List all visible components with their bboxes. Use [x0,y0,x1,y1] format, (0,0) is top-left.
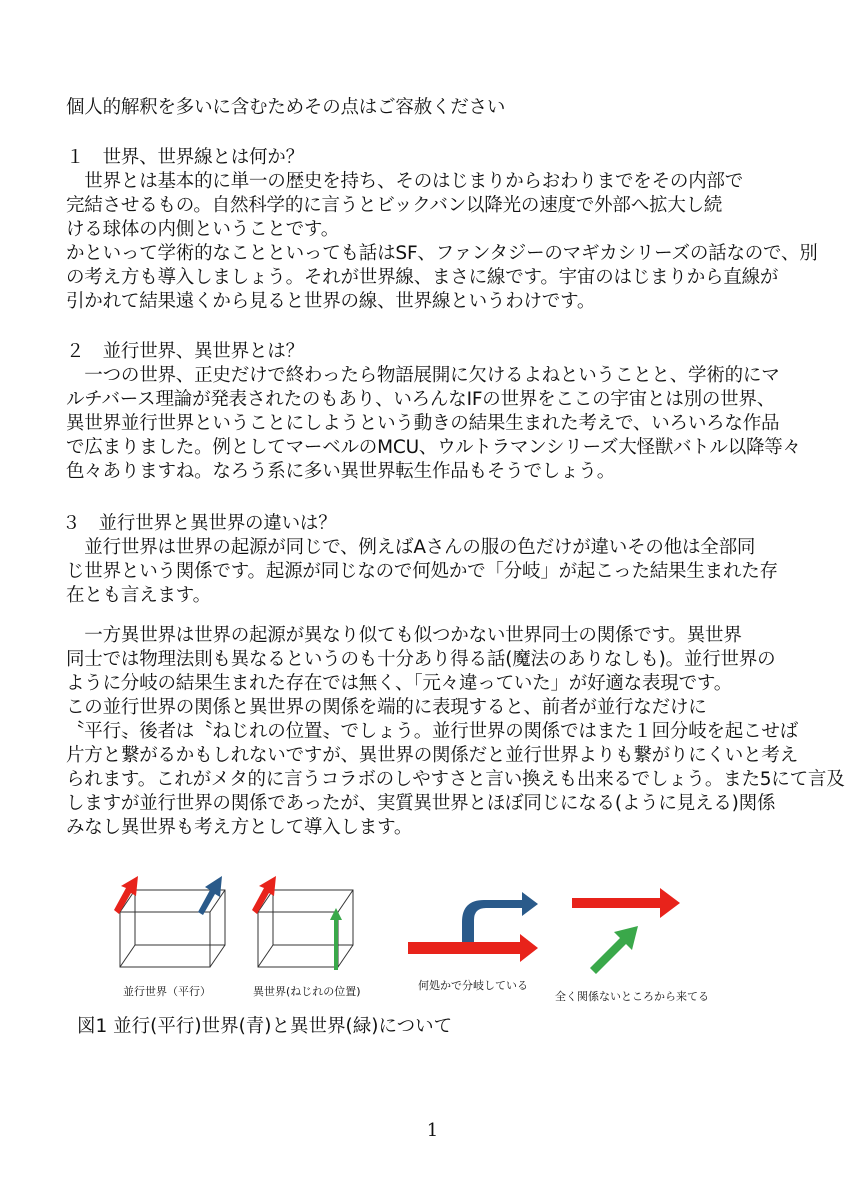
green-unrelated-arrow [590,926,638,974]
section-2-line: ルチバース理論が発表されたのもあり、いろんなIFの世界をここの宇宙とは別の世界、 [66,389,776,410]
skew-cube [258,890,353,967]
label-parallel-world: 並行世界（平行） [123,985,211,998]
section-2-line: 一つの世界、正史だけで終わったら物語展開に欠けるよねということと、学術的にマ [66,365,780,386]
section-1-line: の考え方も導入しましょう。それが世界線、まさに線です。宇宙のはじまりから直線が [66,267,779,288]
section-3-paragraph-line: しますが並行世界の関係であったが、実質異世界とほぼ同じになる(ように見える)関係 [66,793,776,814]
section-3-line: じ世界という関係です。起源が同じなので何処かで「分岐」が起こった結果生まれた存 [66,561,778,582]
blue-arrow-parallel [198,876,222,915]
section-2-line: 異世界並行世界ということにしようという動きの結果生まれた考えで、いろいろな作品 [66,413,780,434]
section-1-line: 世界とは基本的に単一の歴史を持ち、そのはじまりからおわりまでをその内部で [66,171,744,192]
section-3-paragraph-line: 〝平行〟後者は〝ねじれの位置〟でしょう。並行世界の関係ではまた１回分岐を起こせば [66,721,799,742]
section-2-line: 色々ありますね。なろう系に多い異世界転生作品もそうでしょう。 [66,461,616,482]
section-1-line: 完結させるもの。自然科学的に言うとビックバン以降光の速度で外部へ拡大し続 [66,195,723,216]
section-3-line: 並行世界は世界の起源が同じで、例えばAさんの服の色だけが違いその他は全部同 [66,537,756,558]
section-1-heading: １ 世界、世界線とは何か？ [66,147,304,168]
red-arrow-parallel [114,876,138,914]
section-2-heading: ２ 並行世界、異世界とは？ [66,341,304,362]
red-arrow-skew [252,876,276,914]
red-unrelated-arrow [572,888,680,918]
label-other-world: 異世界(ねじれの位置) [253,985,361,998]
section-3-heading: ３ 並行世界と異世界の違いは？ [62,513,337,534]
section-1-line: 引かれて結果遠くから見ると世界の線、世界線というわけです。 [66,291,596,312]
page-number: 1 [426,1120,439,1141]
figure-caption: 図1 並行(平行)世界(青)と異世界(緑)について [77,1016,453,1037]
section-3-paragraph-line: られます。これがメタ的に言うコラボのしやすさと言い換えも出来るでしょう。また5にて言及 [66,769,845,790]
section-3-paragraph-line: みなし異世界も考え方として導入します。 [66,817,413,838]
section-3-paragraph-line: 同士では物理法則も異なるというのも十分あり得る話(魔法のありなしも)。並行世界の [66,649,776,670]
preface: 個人的解釈を多いに含むためその点はご容赦ください [66,97,506,118]
green-arrow-skew [330,908,342,970]
section-2-line: で広まりました。例としてマーベルのMCU、ウルトラマンシリーズ大怪獣バトル以降等々 [66,437,801,458]
section-1-line: かといって学術的なことといっても話はSF、ファンタジーのマギカシリーズの話なので、別 [66,243,818,264]
label-branching: 何処かで分岐している [418,979,528,992]
section-3-line: 在とも言えます。 [66,585,211,606]
blue-branch-arrow [462,892,538,946]
section-3-paragraph-line: 片方と繋がるかもしれないですが、異世界の関係だと並行世界よりも繋がりにくいと考え [66,745,799,766]
section-3-paragraph-line: ように分岐の結果生まれた存在では無く、「元々違っていた」が好適な表現です。 [66,673,733,694]
label-unrelated: 全く関係ないところから来てる [555,990,709,1003]
section-3-paragraph-line: この並行世界の関係と異世界の関係を端的に表現すると、前者が並行なだけに [66,697,707,718]
section-3-paragraph-line: 一方異世界は世界の起源が異なり似ても似つかない世界同士の関係です。異世界 [66,625,742,646]
section-1-line: ける球体の内側ということです。 [66,219,340,240]
